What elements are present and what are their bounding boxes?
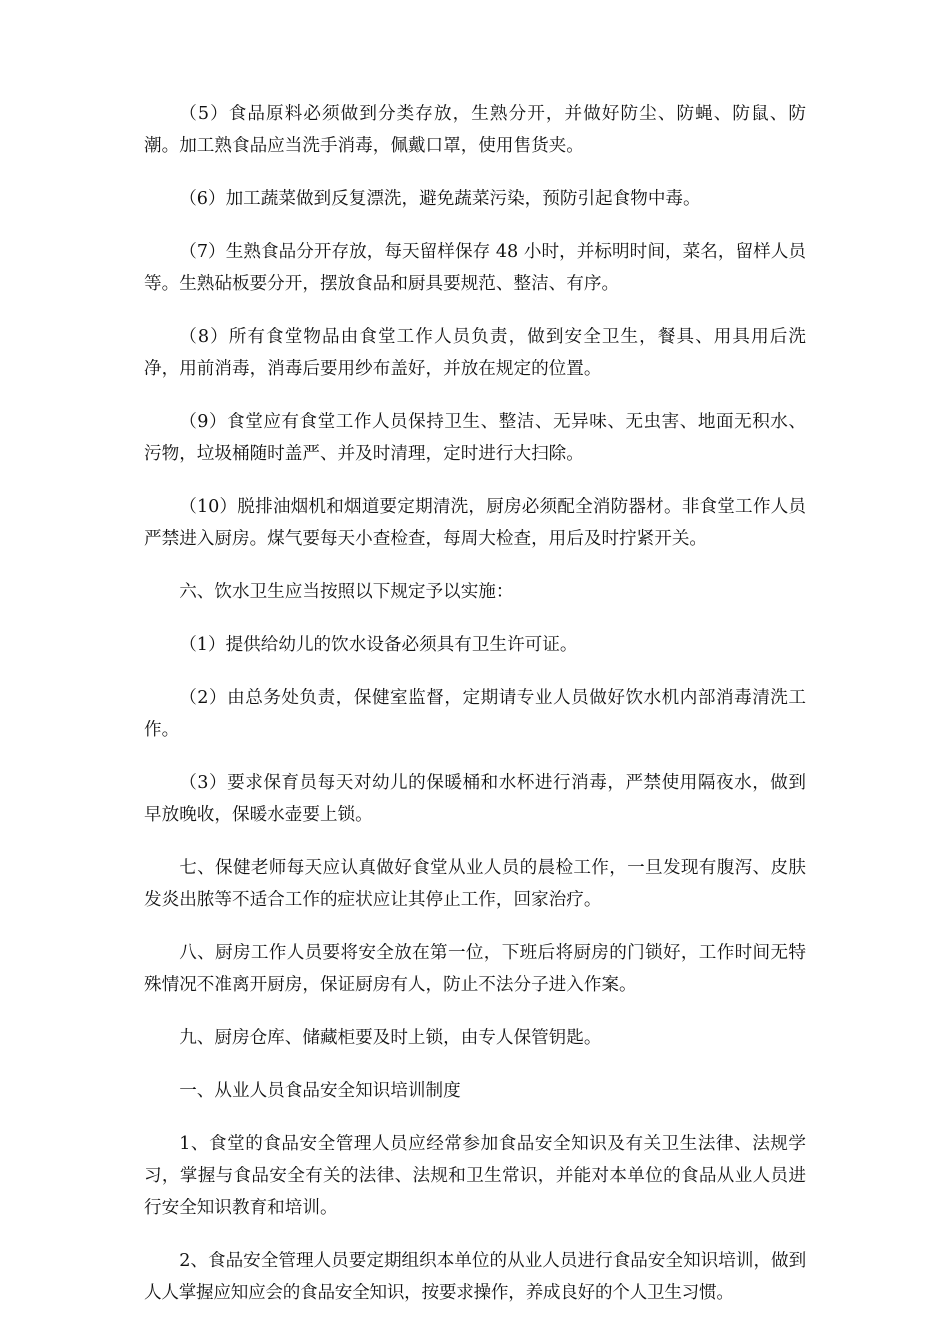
- paragraph-cup-disinfection: （3）要求保育员每天对幼儿的保暖桶和水杯进行消毒，严禁使用隔夜水，做到早放晚收，保暖水壶要上锁。: [144, 773, 806, 825]
- paragraph-utensil-hygiene: （8）所有食堂物品由食堂工作人员负责，做到安全卫生，餐具、用具用后洗净，用前消毒，消毒后要用纱布盖好，并放在规定的位置。: [144, 327, 806, 379]
- paragraph-kitchen-safety: （10）脱排油烟机和烟道要定期清洗，厨房必须配全消防器材。非食堂工作人员严禁进入厨房。煤气要每天小查检查，每周大检查，用后及时拧紧开关。: [144, 497, 806, 549]
- paragraph-kitchen-security: 八、厨房工作人员要将安全放在第一位，下班后将厨房的门锁好，工作时间无特殊情况不准离开厨房，保证厨房有人，防止不法分子进入作案。: [144, 943, 806, 995]
- paragraph-manager-training: 1、食堂的食品安全管理人员应经常参加食品安全知识及有关卫生法律、法规学习，掌握与食品安全有关的法律、法规和卫生常识，并能对本单位的食品从业人员进行安全知识教育和培训。: [144, 1134, 806, 1218]
- paragraph-storage-locks: 九、厨房仓库、储藏柜要及时上锁，由专人保管钥匙。: [179, 1028, 602, 1048]
- paragraph-water-equipment-permit: （1）提供给幼儿的饮水设备必须具有卫生许可证。: [179, 635, 578, 655]
- paragraph-food-storage: （5）食品原料必须做到分类存放，生熟分开，并做好防尘、防蝇、防鼠、防潮。加工熟食品应当洗手消毒，佩戴口罩，使用售货夹。: [144, 104, 806, 156]
- section-heading-drinking-water: 六、饮水卫生应当按照以下规定予以实施：: [179, 582, 514, 602]
- paragraph-sample-retention: （7）生熟食品分开存放，每天留样保存 48 小时，并标明时间，菜名，留样人员等。生熟砧板要分开，摆放食品和厨具要规范、整洁、有序。: [144, 242, 806, 294]
- section-heading-training: 一、从业人员食品安全知识培训制度: [179, 1081, 461, 1101]
- paragraph-staff-training: 2、食品安全管理人员要定期组织本单位的从业人员进行食品安全知识培训，做到人人掌握应知应会的食品安全知识，按要求操作，养成良好的个人卫生习惯。: [144, 1251, 806, 1303]
- paragraph-canteen-cleanliness: （9）食堂应有食堂工作人员保持卫生、整洁、无异味、无虫害、地面无积水、污物，垃圾桶随时盖严、并及时清理，定时进行大扫除。: [144, 412, 806, 464]
- paragraph-vegetable-washing: （6）加工蔬菜做到反复漂洗，避免蔬菜污染，预防引起食物中毒。: [179, 189, 701, 209]
- paragraph-morning-check: 七、保健老师每天应认真做好食堂从业人员的晨检工作，一旦发现有腹泻、皮肤发炎出脓等不适合工作的症状应让其停止工作，回家治疗。: [144, 858, 806, 910]
- paragraph-water-machine-cleaning: （2）由总务处负责，保健室监督，定期请专业人员做好饮水机内部消毒清洗工作。: [144, 688, 806, 740]
- document-page: [144, 98, 806, 1330]
